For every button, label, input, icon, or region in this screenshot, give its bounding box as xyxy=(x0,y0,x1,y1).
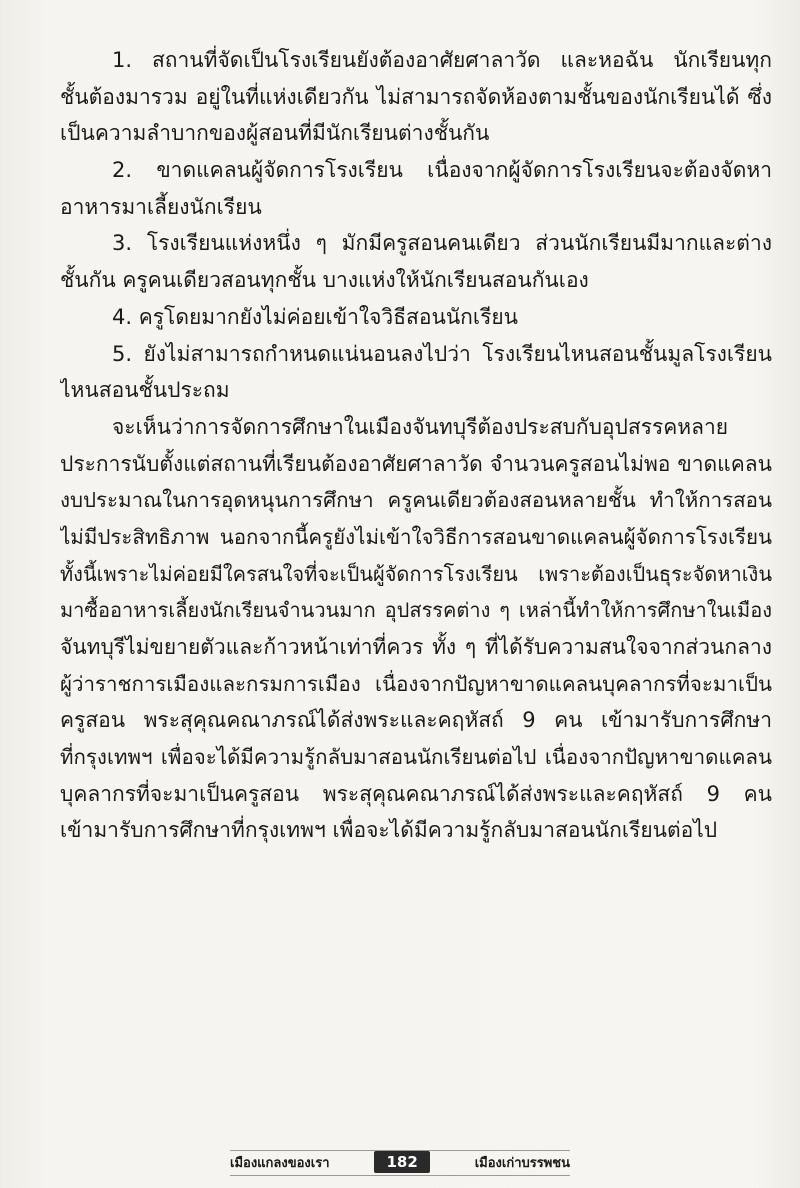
text-line: ชั้นต้องมารวม อยู่ในที่แห่งเดียวกัน ไม่สามารถจัดห้องตามชั้นของนักเรียนได้ ซึ่ง xyxy=(60,84,772,109)
text-line: 2. ขาดแคลนผู้จัดการโรงเรียน เนื่องจากผู้จัดการโรงเรียนจะต้องจัดหา xyxy=(112,158,772,183)
text-line: จะเห็นว่าการจัดการศึกษาในเมืองจันทบุรีต้องประสบกับอุปสรรคหลาย xyxy=(112,414,729,439)
page-footer xyxy=(230,1147,570,1177)
text-line: จันทบุรีไม่ขยายตัวและก้าวหน้าเท่าที่ควร ทั้ง ๆ ที่ได้รับความสนใจจากส่วนกลาง xyxy=(60,635,772,659)
text-line: 3. โรงเรียนแห่งหนึ่ง ๆ มักมีครูสอนคนเดียว ส่วนนักเรียนมีมากและต่าง xyxy=(112,231,772,256)
text-line: ชั้นกัน ครูคนเดียวสอนทุกชั้น บางแห่งให้นักเรียนสอนกันเอง xyxy=(60,268,589,293)
text-line: อาหารมาเลี้ยงนักเรียน xyxy=(60,194,262,219)
body-text xyxy=(60,42,772,849)
text-line: ไหนสอนชั้นประถม xyxy=(60,378,230,403)
text-line: 5. ยังไม่สามารถกำหนดแน่นอนลงไปว่า โรงเรียนไหนสอนชั้นมูลโรงเรียน xyxy=(112,341,772,366)
text-line: ผู้ว่าราชการเมืองและกรมการเมือง เนื่องจากปัญหาขาดแคลนบุคลากรที่จะมาเป็น xyxy=(60,671,772,696)
footer-book-title: เมืองแกลงของเรา xyxy=(230,1155,330,1171)
text-line: งบประมาณในการอุดหนุนการศึกษา ครูคนเดียวต้องสอนหลายชั้น ทำให้การสอน xyxy=(60,488,772,513)
text-line: ทั้งนี้เพราะไม่ค่อยมีใครสนใจที่จะเป็นผู้จัดการโรงเรียน เพราะต้องเป็นธุระจัดหาเงิน xyxy=(60,561,772,586)
text-line: มาซื้ออาหารเลี้ยงนักเรียนจำนวนมาก อุปสรรคต่าง ๆ เหล่านี้ทำให้การศึกษาในเมือง xyxy=(60,598,772,623)
text-line: ไม่มีประสิทธิภาพ นอกจากนี้ครูยังไม่เข้าใจวิธีการสอนขาดแคลนผู้จัดการโรงเรียน xyxy=(60,524,772,549)
page-number: 182 xyxy=(374,1151,429,1173)
text-line: 1. สถานที่จัดเป็นโรงเรียนยังต้องอาศัยศาลาวัด และหอฉัน นักเรียนทุก xyxy=(112,48,772,72)
text-line: เป็นความลำบากของผู้สอนที่มีนักเรียนต่างชั้นกัน xyxy=(60,121,490,146)
text-line: บุคลากรที่จะมาเป็นครูสอน พระสุคุณคณาภรณ์ได้ส่งพระและคฤหัสถ์ 9 คน xyxy=(60,781,772,806)
text-line: ประการนับตั้งแต่สถานที่เรียนต้องอาศัยศาลาวัด จำนวนครูสอนไม่พอ ขาดแคลน xyxy=(60,451,772,476)
footer-chapter-title: เมืองเก่าบรรพชน xyxy=(474,1155,570,1171)
text-line: ครูสอน พระสุคุณคณาภรณ์ได้ส่งพระและคฤหัสถ์ 9 คน เข้ามารับการศึกษา xyxy=(60,708,772,733)
text-line: เข้ามารับการศึกษาที่กรุงเทพฯ เพื่อจะได้มีความรู้กลับมาสอนนักเรียนต่อไป xyxy=(60,818,718,843)
text-line: 4. ครูโดยมากยังไม่ค่อยเข้าใจวิธีสอนนักเรียน xyxy=(112,304,519,329)
text-line: ที่กรุงเทพฯ เพื่อจะได้มีความรู้กลับมาสอนนักเรียนต่อไป เนื่องจากปัญหาขาดแคลน xyxy=(60,745,772,770)
